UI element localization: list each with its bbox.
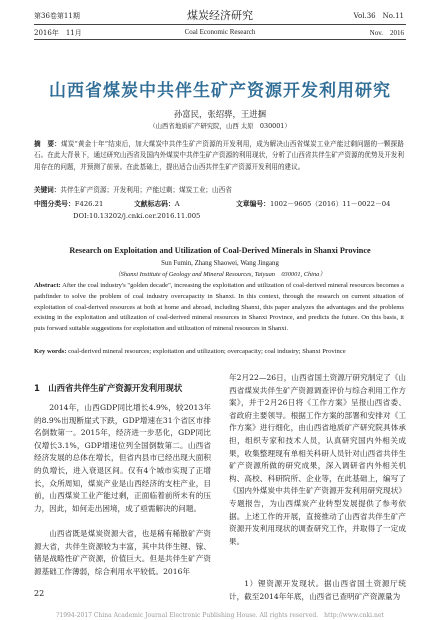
article-number [236,198,390,208]
artno-value: 1002－9605（2016）11－0022－04 [269,200,391,208]
section-1-heading: 1 山西省共伴生矿产资源开发利用现状 [34,383,183,393]
clc-label: 中图分类号： [34,200,75,208]
keywords-en-text: coal-derived mineral resources; exploitation and utilization; overcapacity; coal industry; Shanxi Province [68,348,346,355]
title-en: Research on Exploitation and Utilization of Coal-Derived Minerals in Shanxi Province [69,246,371,255]
classification-row [34,198,103,208]
affiliation-en: （Shanxi Institute of Geology and Mineral Resources, Taiyuan 030001, China） [114,271,326,278]
keywords-text: 共伴生矿产资源；开发利用；产能过剩；煤炭工业；山西省 [60,186,232,194]
keywords-label: 关键词： [34,186,61,194]
doc-code [134,198,180,208]
affiliation-cn: （山西省地质矿产研究院，山西 太原 030001） [149,122,291,130]
copyright-footer: ?1994-2017 China Academic Journal Electronic Publishing House. All rights reserved. http://www.cnki.net [56,612,384,619]
header-date-cn: 2016年 11月 [34,29,82,37]
clc-value: F426.21 [74,200,104,208]
abstract-label: 摘 要： [34,140,61,148]
header-journal-cn: 煤炭经济研究 [187,9,253,22]
authors-en: Sun Fumin, Zhang Shaowei, Wang Jingang [161,260,279,267]
header-issue-cn: 第36卷第11期 [34,12,80,20]
doc-value: A [174,200,180,208]
doc-label: 文献标志码： [134,200,175,208]
header-date-en: Nov. 2016 [369,29,404,37]
authors-cn: 孙富民，张绍骅，王进捆 [173,109,267,119]
artno-label: 文章编号： [236,200,270,208]
right-paragraph-2: 1）锂资源开发现状。据山西省国土资源厅统计，截至2014年年底，山西省已查明矿产资源量为 [229,579,406,601]
keywords-en [34,346,404,357]
abstract-text: 煤炭“黄金十年”结束后，加大煤炭中共伴生矿产资源的开发利用，成为解决山西省煤炭工业产能过剩问题的一颗探路石。在此大背景下，通过研究山西省及国内外煤炭中共伴生矿产资源的利用现状，分析了山西省共伴生矿产资源的优势及开发利用存在的问题，并预测了前景。在此基础上，提出适合山西共伴生矿产资源开发利用的建议。 [34,140,404,171]
keywords-en-label: Key words: [34,348,67,355]
left-paragraph-2: 山西省既是煤炭资源大省，也是稀有稀散矿产资源大省，共伴生资源较为丰富，其中共伴生锂、镓、锗是战略性矿产资源，价值巨大。但是共伴生矿产资源基础工作薄弱，综合利用水平较低。2016年 [34,529,211,576]
header-rule-bottom [34,39,406,40]
abstract-cn [34,139,404,173]
page-title: 山西省煤炭中共伴生矿产资源开发利用研究 [49,81,391,101]
abstract-en [34,281,404,335]
header-vol: Vol.36 No.11 [353,12,404,20]
right-paragraph-1: 年2月22—26日，山西省国土资源厅研究制定了《山西省煤炭共伴生矿产资源调查评价与综合利用工作方案》，并于2月26日将《工作方案》呈报山西省委、省政府主要领导。根据工作方案的部署和安排对《工作方案》进行细化，由山西省地质矿产研究院具体承担，组织专家和技术人员，认真研究国内外相关成果，收集整理现有单相关科研人员针对山西省共伴生矿产资源所做的研究成果，深入调研省内外相关机构、高校、科研院所、企业等，在此基础上，编写了《国内外煤炭中共伴生矿产资源开发利用研究现状》专题报告，为山西煤炭产业转型发展提供了参考依据。上述工作的开展，直接推动了山西省共伴生矿产资源开发利用现状的调查研究工作，并取得了一定成果。 [229,373,406,546]
page-number: 22 [34,589,45,598]
abstract-en-label: Abstract: [34,282,61,289]
left-paragraph-1: 2014年，山西GDP同比增长4.9%，较2013年的8.9%出现断崖式下跌，GDP增速在31个省区市排名倒数第一。2015年，经济进一步恶化，GDP同比仅增长3.1%，GDP增速位列全国倒数第二。山西省经济发展的总体在增长，但省内县市已经出现大面积的负增长，进入衰退区间。仅有4个城市实现了正增长，众所周知，煤炭产业是山西经济的支柱产业，目前，山西煤炭工业产能过剩，正面临着前所未有的压力，因此，如何走出困境，成了亟需解决的问题。 [34,403,211,513]
header-rule-top [34,24,406,25]
header-journal-en: Coal Economic Research [184,28,256,36]
abstract-en-text: After the coal industry's "golden decade", increasing the exploitation and utilization of coal-derived mineral resources becomes a pathfinder to solve the problem of coal industry overcapacity in Shanxi. In this context, through the research on current situation of exploitation of coal-derived resources at both at home and abroad, including Shanxi, this paper analyzes the advantages and the problems existing in the exploitation and utilization of coal-derived mineral resources in Shanxi Province, and predicts the future. On this basis, it puts forward suitable suggestions for exploitation and utilization of mineral resources in Shanxi. [34,282,404,333]
keywords-cn [34,185,404,196]
doi[interactable]: DOI:10.13202/j.cnki.cer.2016.11.005 [73,212,201,220]
